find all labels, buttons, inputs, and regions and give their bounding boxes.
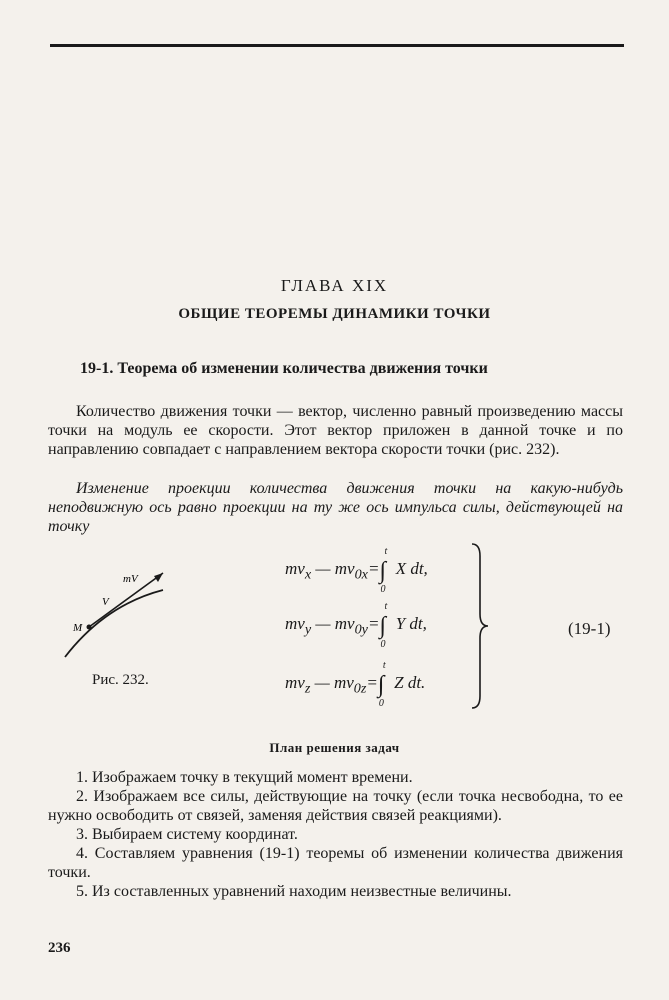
- paragraph-theorem: Изменение проекции количества движения точки на какую-нибудь неподвижную ось равно проекции на ту же ось импульса силы, действующей на точку: [48, 480, 623, 535]
- paragraph-definition: Количество движения точки — вектор, численно равный произведению массы точки на модуль ее скорости. Этот вектор приложен в данной точке и по направлению совпадает с направлением вектора скорости точки (рис. 232).: [48, 403, 623, 458]
- list-item: 2. Изображаем все силы, действующие на точку (если точка несвободна, то ее нужно освободить от связей, заменяя действия связей реакциями).: [48, 788, 623, 824]
- point-m: [87, 625, 92, 630]
- section-title: 19-1. Теорема об изменении количества движения точки: [80, 360, 488, 377]
- chapter-heading: ГЛАВА XIX: [280, 276, 389, 295]
- label-m: M: [73, 622, 83, 634]
- equation-brace: [466, 542, 496, 710]
- page-number: 236: [48, 940, 71, 956]
- steps-list: [48, 768, 623, 901]
- equation-y: $mv_y$ — $mv_{0y}=\int$ t 0 Y dt,: [285, 601, 427, 650]
- list-item: 4. Составляем уравнения (19-1) теоремы об изменении количества движения точки.: [48, 845, 623, 881]
- equation-x: $mv_x$ — $mv_{0x}=\int$ t 0 X dt,: [285, 546, 428, 595]
- integral-sign: ∫: [377, 672, 385, 698]
- list-item: 3. Выбираем систему координат.: [76, 826, 298, 843]
- vector-arrowhead: [154, 573, 163, 582]
- equation-z: $mv_z$ — $mv_{0z}=\int$ t 0 Z dt.: [285, 660, 426, 709]
- chapter-title: ОБЩИЕ ТЕОРЕМЫ ДИНАМИКИ ТОЧКИ: [178, 306, 491, 322]
- label-mv: mV: [123, 573, 138, 585]
- equation-number: (19-1): [568, 619, 611, 638]
- label-v: V: [102, 596, 109, 608]
- figure-caption: Рис. 232.: [92, 672, 149, 688]
- list-item: 5. Из составленных уравнений находим неизвестные величины.: [76, 883, 512, 900]
- integral-sign: ∫: [379, 613, 387, 639]
- list-item: 1. Изображаем точку в текущий момент времени.: [76, 769, 413, 786]
- top-rule: [50, 44, 624, 47]
- plan-title: План решения задач: [269, 740, 400, 755]
- integral-sign: ∫: [379, 558, 387, 584]
- figure-232-trajectory: [55, 565, 175, 665]
